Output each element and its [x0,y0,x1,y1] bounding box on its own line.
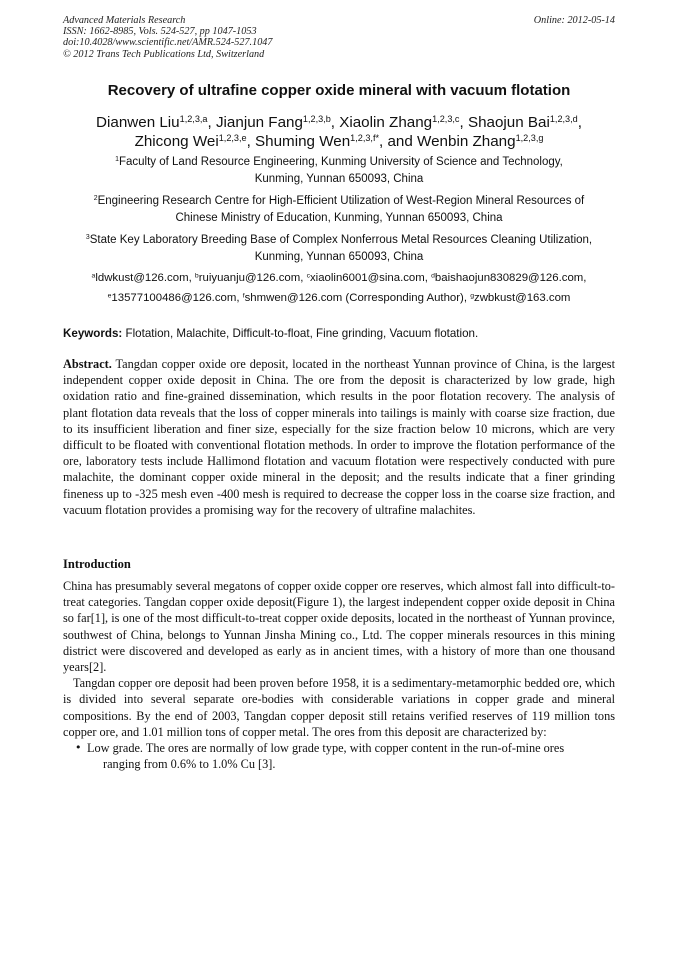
affiliation-list [60,154,618,271]
email: $^a$ldwkust@126.com [91,272,189,284]
email: $^c$xiaolin6001@sina.com [306,272,425,284]
keywords-label: Keywords: [63,327,123,340]
introduction-body [63,578,615,772]
email: $^e$13577100486@126.com [107,292,237,304]
author: Shuming Wen$^{1,2,3,f*}$ [255,132,380,150]
author: Shaojun Bai$^{1,2,3,d}$ [467,113,578,131]
author: Jianjun Fang$^{1,2,3,b}$ [215,113,331,131]
journal-copyright: © 2012 Trans Tech Publications Ltd, Switzerland [63,48,265,60]
author-list: Dianwen Liu$^{1,2,3,a}$, Jianjun Fang$^{1,2,3,b}$, Xiaolin Zhang$^{1,2,3,c}$, Shaojun Bai$^{1,2,3,d}$, Zhicong Wei$^{1,2,3,e}$, Shuming Wen$^{1,2,3,f*}$, and Wenbin Zhang$^{1,2,3,g}$ [96,113,582,150]
journal-name: Advanced Materials Research [63,15,186,26]
bullet-icon: • [75,741,82,755]
list-item: • Low grade. The ores are normally of low grade type, with copper content in the run-of-mine ores ranging from 0.6% to 1.0% Cu [3]. [75,741,565,772]
keywords [63,327,615,341]
email: $^d$baishaojun830829@126.com [431,272,584,284]
author: Dianwen Liu$^{1,2,3,a}$ [96,113,208,131]
author: Xiaolin Zhang$^{1,2,3,c}$ [339,113,460,131]
email: $^b$ruiyuanju@126.com [194,272,301,284]
affiliation: $^2$Engineering Research Centre for High-Efficient Utilization of West-Region Mineral Resources of Chinese Ministry of Education, Kunming, Yunnan 650093, China [93,195,585,224]
abstract [63,356,615,518]
journal-doi: doi:10.4028/www.scientific.net/AMR.524-527.1047 [63,37,273,49]
email-list: $^a$ldwkust@126.com, $^b$ruiyuanju@126.com, $^c$xiaolin6001@sina.com, $^d$baishaojun830829@126.com, $^e$13577100486@126.com, $^f$shmwen@126.com (Corresponding Author), $^g$zwbkust@163.com [91,272,587,304]
abstract-text: Tangdan copper oxide ore deposit, located in the northeast Yunnan province of China, is the largest independent copper oxide deposit in China. The ore from the deposit is characterized by low grade, high oxidation ratio and fine-grained dissemination, which results in the poor flotation recovery. The analysis of plant flotation data reveals that the loss of copper minerals into tailings is mainly with coarse size fraction, due to its insufficient liberation and finer size, especially for the size fraction below 10 microns, which are very difficult to be floated with conventional flotation methods. In order to improve the flotation performance of the ore, laboratory tests include Hallimond flotation and vacuum flotation were respectively conducted with pure malachite, the dominant copper oxide mineral in the deposit; and the results indicate that a finer grinding fineness up to -325 mesh even -400 mesh is required to decrease the copper loss in the coarse size fraction, and vacuum flotation provides a promising way for the recovery of ultrafine malachites. [63,357,615,517]
journal-issn: ISSN: 1662-8985, Vols. 524-527, pp 1047-1053 [63,26,257,38]
journal-header [63,15,272,60]
email: $^g$zwbkust@163.com [470,292,571,304]
online-date: Online: 2012-05-14 [533,15,615,26]
paragraph: Tangdan copper ore deposit had been proven before 1958, it is a sedimentary-metamorphic bedded ore, which is divided into several separate ore-bodies with considerable variations in copper grade and mineral compositions. By the end of 2003, Tangdan copper deposit still retains verified reserves of 119 million tons copper ore, and 1.01 million tons of copper metal. The ores from this deposit are characterized by: [63,676,615,739]
keywords-text: Flotation, Malachite, Difficult-to-float, Fine grinding, Vacuum flotation. [125,327,479,340]
section-heading-introduction: Introduction [63,557,131,571]
paper-title: Recovery of ultrafine copper oxide mineral with vacuum flotation [107,82,571,99]
author: Zhicong Wei$^{1,2,3,e}$ [134,132,247,150]
author: Wenbin Zhang$^{1,2,3,g}$ [417,132,544,150]
affiliation: $^3$State Key Laboratory Breeding Base of Complex Nonferrous Metal Resources Cleaning Utilization, Kunming, Yunnan 650093, China [85,234,593,263]
affiliation: $^1$Faculty of Land Resource Engineering, Kunming University of Science and Technology, Kunming, Yunnan 650093, China [115,156,563,185]
paragraph: China has presumably several megatons of copper oxide copper ore reserves, which almost fall into difficult-to-treat categories. Tangdan copper oxide deposit(Figure 1), the largest independent copper oxide deposit in China so far[1], is one of the most difficult-to-treat copper oxide deposits, located in the northeast of Yunnan province, southwest of China, belongs to Yunnan Jinsha Mining co., Ltd. The copper minerals resources in this mining district were discovered and developed as early as in ancient times, with a history of more than one thousand years[2]. [63,579,615,675]
abstract-label: Abstract. [63,357,112,371]
email: $^f$shmwen@126.com (Corresponding Author) [242,292,464,304]
